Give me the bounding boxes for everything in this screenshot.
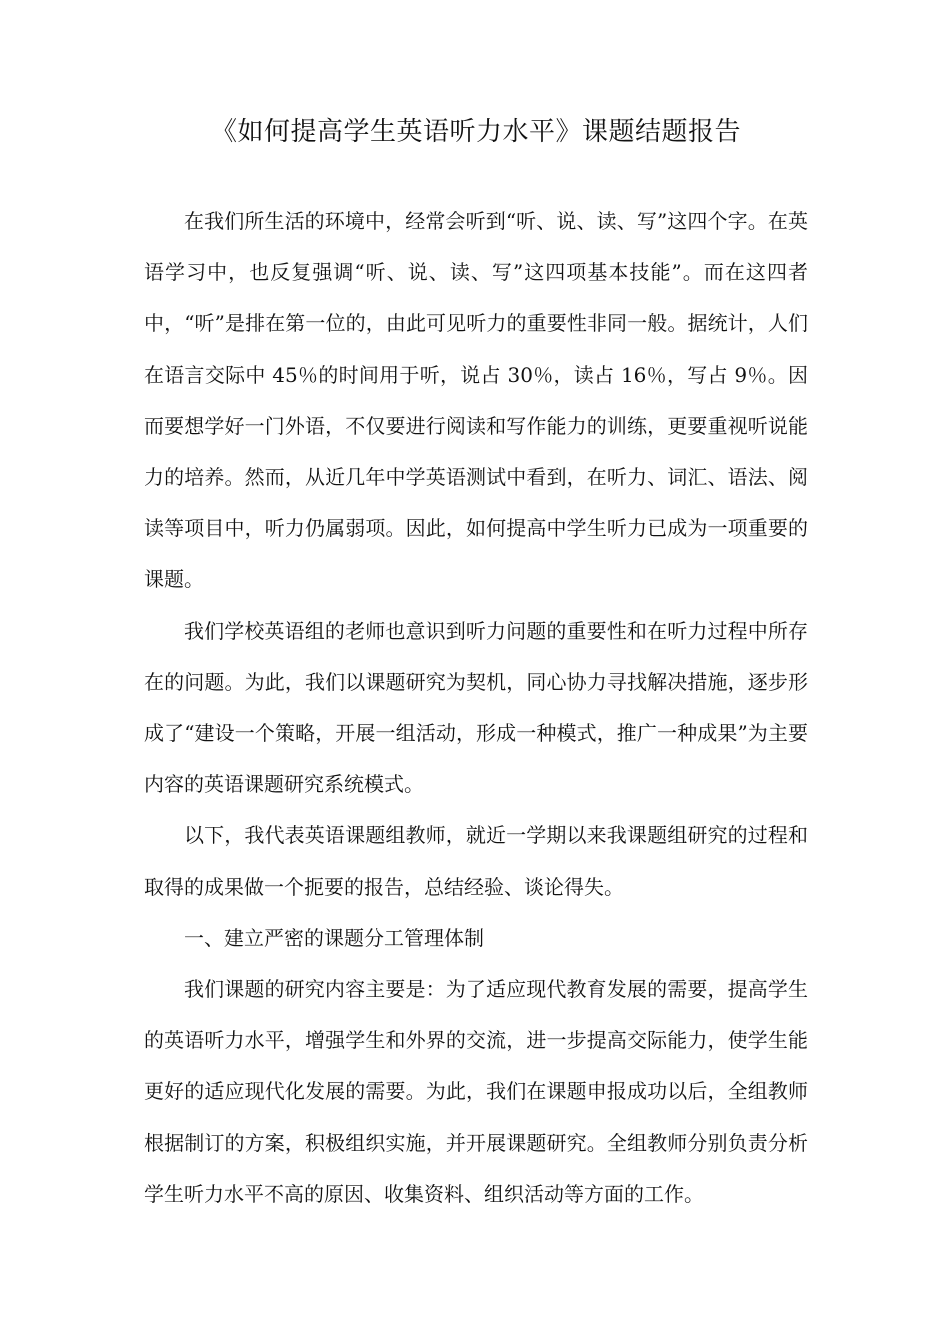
paragraph-intro: 在我们所生活的环境中，经常会听到“听、说、读、写”这四个字。在英语学习中，也反复强调“听、说、读、写”这四项基本技能”。而在这四者中，“听”是排在第一位的，由此可见听力的重要性非同一般。据统计，人们在语言交际中 45％的时间用于听，说占 30％，读占 16％，写占 9％。因而要想学好一门外语，不仅要进行阅读和写作能力的训练，更要重视听说能力的培养。然而，从近几年中学英语测试中看到，在听力、词汇、语法、阅读等项目中，听力仍属弱项。因此，如何提高中学生听力已成为一项重要的课题。 xyxy=(144,209,808,592)
document-body xyxy=(144,196,808,1220)
paragraph-report-purpose: 以下，我代表英语课题组教师，就近一学期以来我课题组研究的过程和取得的成果做一个扼要的报告，总结经验、谈论得失。 xyxy=(144,823,808,899)
paragraph-research-content: 我们课题的研究内容主要是：为了适应现代教育发展的需要，提高学生的英语听力水平，增强学生和外界的交流，进一步提高交际能力，使学生能更好的适应现代化发展的需要。为此，我们在课题申报成功以后，全组教师根据制订的方案，积极组织实施，并开展课题研究。全组教师分别负责分析学生听力水平不高的原因、收集资料、组织活动等方面的工作。 xyxy=(144,977,808,1206)
document-title: 《如何提高学生英语听力水平》课题结题报告 xyxy=(210,117,741,147)
paragraph-team-awareness: 我们学校英语组的老师也意识到听力问题的重要性和在听力过程中所存在的问题。为此，我们以课题研究为契机，同心协力寻找解决措施，逐步形成了“建设一个策略，开展一组活动，形成一种模式，推广一种成果”为主要内容的英语课题研究系统模式。 xyxy=(144,618,808,797)
section-heading-management: 一、建立严密的课题分工管理体制 xyxy=(184,925,484,950)
